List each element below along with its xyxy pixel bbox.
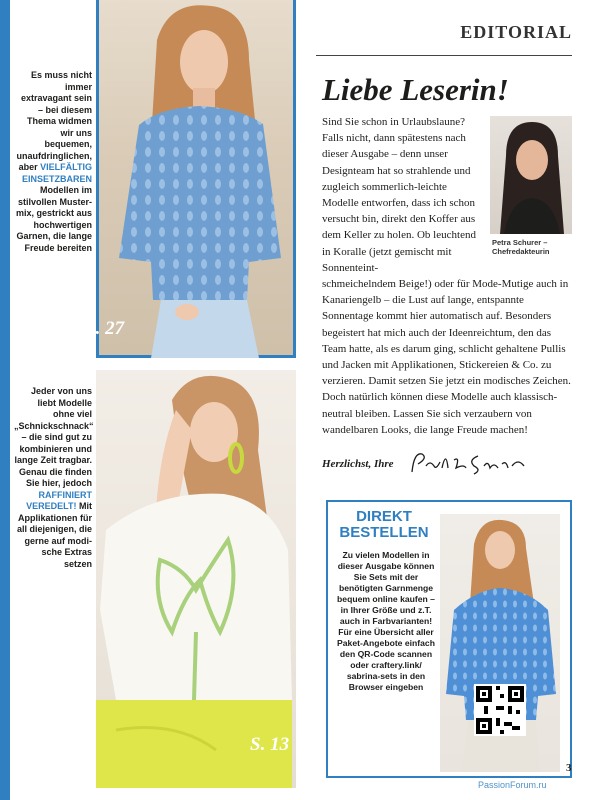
qr-code[interactable] bbox=[474, 684, 526, 736]
order-box-text-b: in den Browser eingeben bbox=[348, 671, 426, 692]
page-ref-top: S. 27 bbox=[85, 318, 125, 339]
body-text-part2: schmeichelndem Beige!) oder für Mode-Mutige auch in Kanariengelb – die Lust auf lange, entspannte Sonnentage kommt hier automatisch auf. Besonders begeistert hat mich auch der Ideenreichtum, den das Team hatte, als es darum ging, schlicht gehaltene Pullis und Jacken mit Applikationen, Stickereien & Co. zu verzieren. Damit setzen Sie jetzt ein modisches Zeichen. Doch natürlich können diese Modelle auch klassisch-neutral bleiben. Lassen Sie sich verzaubern von wandelbaren Looks, die lange Freude machen! bbox=[322, 278, 571, 436]
order-box-text-a: Zu vielen Modellen in dieser Ausgabe können Sie Sets mit der benötigten Garnmenge bequem online kaufen – in Ihrer Größe und z.T. auch in Farbvarianten! Für eine Übersicht aller Paket-Angebote einfach den QR-Code scannen oder bbox=[337, 550, 435, 670]
caption-top-highlight: VIELFÄLTIG EINSETZBAREN bbox=[21, 162, 92, 184]
signature-graphic bbox=[408, 446, 528, 480]
portrait-caption-role: Chefredakteurin bbox=[492, 247, 550, 256]
page-ref-bottom: S. 13 bbox=[250, 734, 290, 755]
photo-blue-sweater bbox=[85, 0, 296, 358]
accent-side-bar bbox=[0, 0, 10, 800]
order-box-title-line2: BESTELLEN bbox=[339, 524, 429, 541]
editor-portrait bbox=[490, 116, 572, 234]
order-box-title-line1: DIREKT bbox=[356, 508, 412, 525]
order-box-link[interactable]: craftery.link/ sabrina-sets bbox=[346, 660, 422, 681]
watermark: PassionForum.ru bbox=[478, 780, 547, 790]
signature bbox=[408, 446, 528, 485]
caption-top-text-b: Modellen im stilvollen Mustermix, gestrickt aus hochwertigen Garnen, die lange Freude bereiten bbox=[15, 185, 92, 253]
caption-bottom bbox=[14, 386, 92, 570]
white-sweater-illustration bbox=[96, 370, 296, 788]
portrait-caption-name: Petra Schurer – bbox=[492, 238, 548, 247]
caption-bottom-text-b: Mit Applikationen für all diejenigen, die gerne auf modische Extras setzen bbox=[16, 501, 92, 569]
editor-portrait-illustration bbox=[490, 116, 572, 234]
section-label: EDITORIAL bbox=[460, 22, 572, 42]
caption-top bbox=[14, 70, 92, 254]
page-number: 3 bbox=[566, 762, 572, 774]
body-text-part1: Sind Sie schon in Urlaubslaune? Falls nicht, dann spätestens nach dieser Ausgabe – denn unser Designteam hat so strahlende und zugleich sommerlich-leichte Modelle entworfen, dass ich schon versucht bin, direkt den Koffer aus dem Keller zu holen. Ob leuchtend in Koralle (jetzt gemischt mit Sonnenteint- bbox=[322, 116, 476, 274]
order-box-title bbox=[336, 509, 432, 541]
caption-bottom-highlight: RAFFINIERT VEREDELT! bbox=[26, 489, 92, 511]
caption-top-text-a: Es muss nicht immer extravagant sein – bei diesem Thema widmen wir uns bequemen, unaufdringlichen, aber bbox=[16, 70, 92, 172]
headline: Liebe Leserin! bbox=[322, 72, 509, 107]
header-rule bbox=[316, 55, 572, 56]
blue-sweater-illustration bbox=[99, 0, 299, 358]
signoff: Herzlichst, Ihre bbox=[322, 458, 394, 470]
portrait-caption bbox=[492, 238, 576, 256]
caption-bottom-text-a: Jeder von uns liebt Modelle ohne viel „Schnickschnack“ – die sind gut zu kombinieren und lange Zeit tragbar. Genau die finden Sie hier, jedoch bbox=[14, 386, 94, 488]
photo-white-sweater bbox=[96, 370, 296, 788]
order-box-text bbox=[334, 550, 438, 693]
qr-code-graphic bbox=[476, 686, 524, 734]
